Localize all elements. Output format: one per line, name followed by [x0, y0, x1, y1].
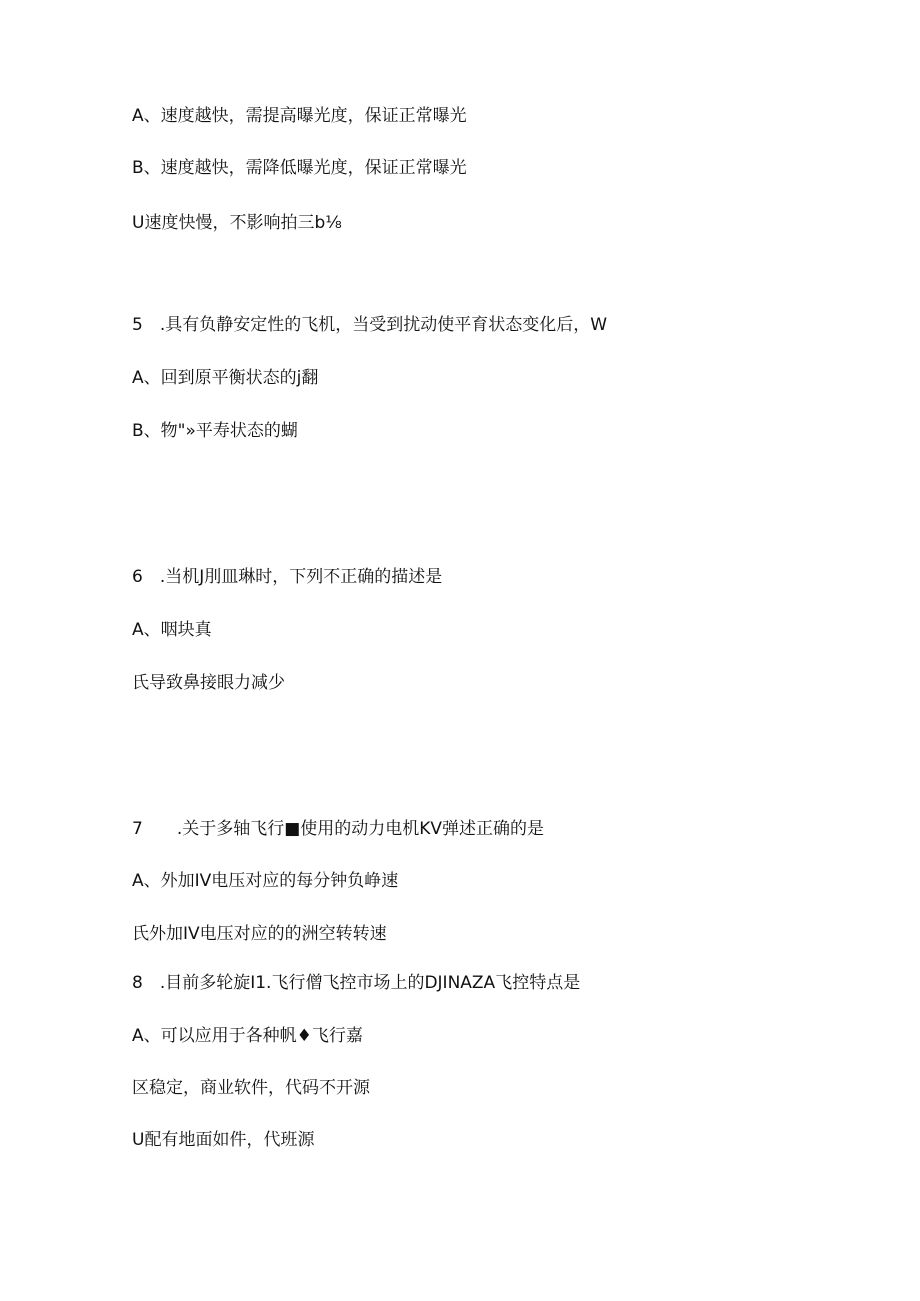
question-7: 7 .关于多轴飞行■使用的动力电机KV弹述正确的是 — [132, 819, 545, 839]
option-b-line: B、速度越快，需降低曝光度，保证正常曝光 — [132, 158, 467, 178]
option-c-line: U速度快慢，不影响拍三b⅛ — [132, 213, 342, 233]
question-8: 8 .目前多轮旋I1.飞行僧飞控市场上的DJINAZA飞控特点是 — [132, 973, 581, 993]
option-a-line: A、速度越快，需提高曝光度，保证正常曝光 — [132, 106, 467, 126]
option-a-line: A、可以应用于各种帆♦飞行嘉 — [132, 1026, 363, 1046]
option-a-line: A、咽块真 — [132, 620, 212, 640]
option-b-line: 区稳定，商业软件，代码不开源 — [132, 1078, 370, 1098]
question-6: 6 .当机J刖皿琳时，下列不正确的描述是 — [132, 567, 443, 587]
question-5: 5 .具有负静安定性的飞机，当受到扰动使平育状态变化后，W — [132, 315, 608, 335]
option-a-line: A、回到原平衡状态的j翻 — [132, 368, 319, 388]
option-b-line: 氏导致鼻接眼力减少 — [132, 673, 285, 693]
option-a-line: A、外加IV电压对应的每分钟负峥速 — [132, 871, 399, 891]
option-b-line: 氏外加IV电压对应的的洲空转转速 — [132, 924, 387, 944]
option-b-line: B、物"»平寿状态的蝴 — [132, 421, 298, 441]
option-c-line: U配有地面如件，代班源 — [132, 1130, 315, 1150]
